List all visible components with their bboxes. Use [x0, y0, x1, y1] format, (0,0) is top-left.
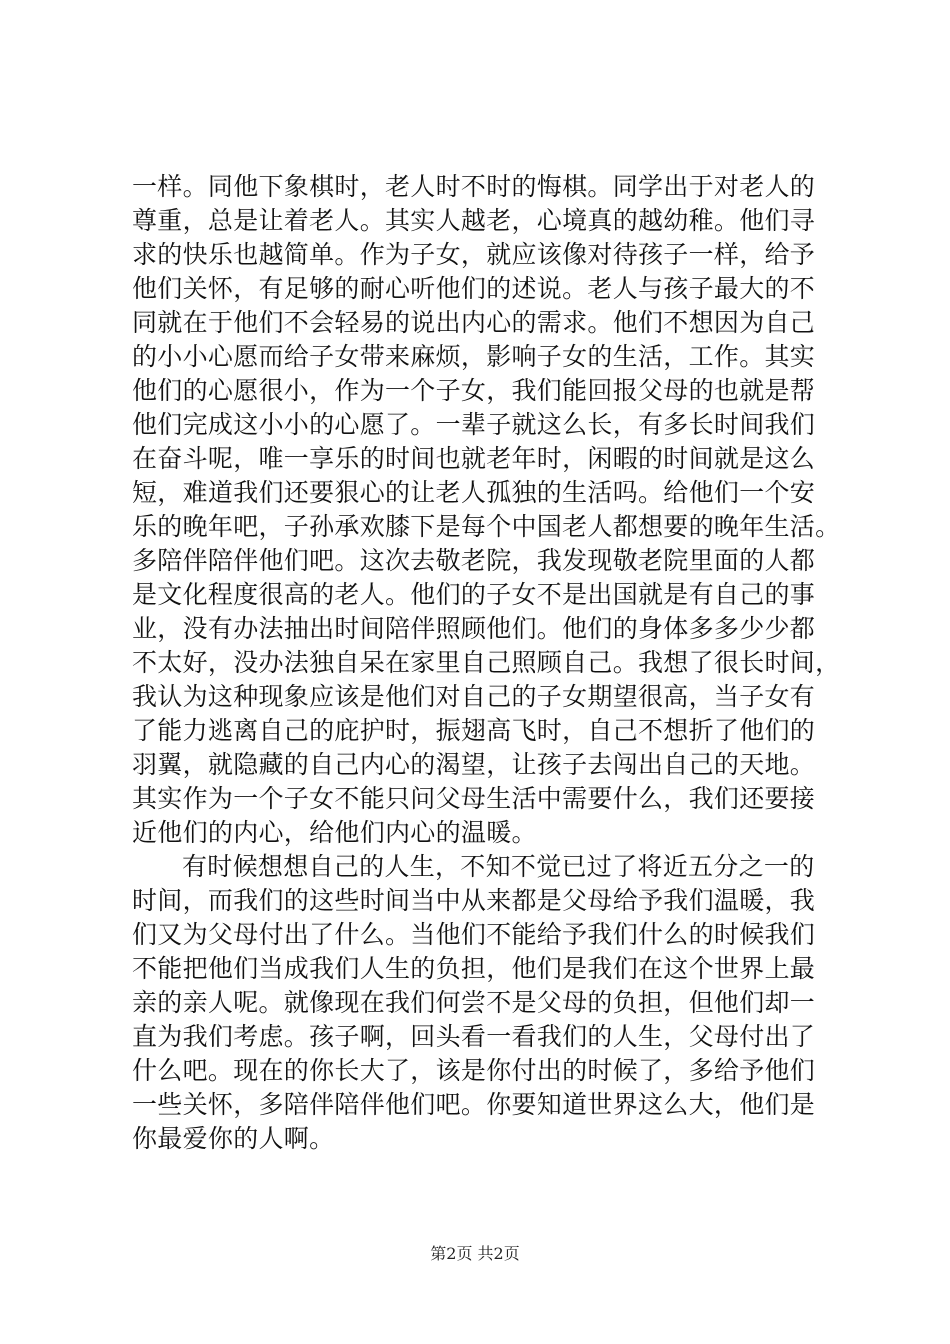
- text-line: 我认为这种现象应该是他们对自己的子女期望很高，当子女有: [132, 682, 816, 711]
- text-line: 亲的亲人呢。就像现在我们何尝不是父母的负担，但他们却一: [132, 988, 816, 1017]
- text-line: 他们的心愿很小，作为一个子女，我们能回报父母的也就是帮: [132, 376, 816, 405]
- text-line: 有时候想想自己的人生，不知不觉已过了将近五分之一的: [182, 852, 815, 881]
- document-body: [132, 170, 841, 1156]
- text-line: 同就在于他们不会轻易的说出内心的需求。他们不想因为自己: [132, 308, 816, 337]
- page-footer: 第2页 共2页: [430, 1244, 520, 1263]
- text-line: 一样。同他下象棋时，老人时不时的悔棋。同学出于对老人的: [132, 172, 816, 201]
- text-line: 羽翼，就隐藏的自己内心的渴望，让孩子去闯出自己的天地。: [132, 750, 816, 779]
- text-line: 时间，而我们的这些时间当中从来都是父母给予我们温暖，我: [132, 886, 816, 915]
- text-line: 们又为父母付出了什么。当他们不能给予我们什么的时候我们: [132, 920, 816, 949]
- text-line: 了能力逃离自己的庇护时，振翅高飞时，自己不想折了他们的: [132, 716, 816, 745]
- text-line: 业，没有办法抽出时间陪伴照顾他们。他们的身体多多少少都: [132, 614, 816, 643]
- paragraph: [132, 850, 832, 1156]
- text-line: 求的快乐也越简单。作为子女，就应该像对待孩子一样，给予: [132, 240, 816, 269]
- text-line: 一些关怀，多陪伴陪伴他们吧。你要知道世界这么大，他们是: [132, 1090, 816, 1119]
- text-line: 短，难道我们还要狠心的让老人孤独的生活吗。给他们一个安: [132, 478, 816, 507]
- text-line: 的小小心愿而给子女带来麻烦，影响子女的生活，工作。其实: [132, 342, 816, 371]
- text-line: 在奋斗呢，唯一享乐的时间也就老年时，闲暇的时间就是这么: [132, 444, 816, 473]
- text-line: 尊重，总是让着老人。其实人越老，心境真的越幼稚。他们寻: [132, 206, 816, 235]
- text-line: 直为我们考虑。孩子啊，回头看一看我们的人生，父母付出了: [132, 1022, 816, 1051]
- paragraph: [132, 170, 841, 850]
- text-line: 他们关怀，有足够的耐心听他们的述说。老人与孩子最大的不: [132, 274, 816, 303]
- text-line: 什么吧。现在的你长大了，该是你付出的时候了，多给予他们: [132, 1056, 816, 1085]
- text-line: 乐的晚年吧，子孙承欢膝下是每个中国老人都想要的晚年生活。: [132, 512, 841, 541]
- text-line: 其实作为一个子女不能只问父母生活中需要什么，我们还要接: [132, 784, 816, 813]
- text-line: 是文化程度很高的老人。他们的子女不是出国就是有自己的事: [132, 580, 816, 609]
- text-line: 近他们的内心，给他们内心的温暖。: [132, 818, 537, 847]
- text-line: 不能把他们当成我们人生的负担，他们是我们在这个世界上最: [132, 954, 816, 983]
- text-line: 你最爱你的人啊。: [132, 1124, 335, 1153]
- text-line: 多陪伴陪伴他们吧。这次去敬老院，我发现敬老院里面的人都: [132, 546, 816, 575]
- text-line: 不太好，没办法独自呆在家里自己照顾自己。我想了很长时间，: [132, 648, 841, 677]
- text-line: 他们完成这小小的心愿了。一辈子就这么长，有多长时间我们: [132, 410, 816, 439]
